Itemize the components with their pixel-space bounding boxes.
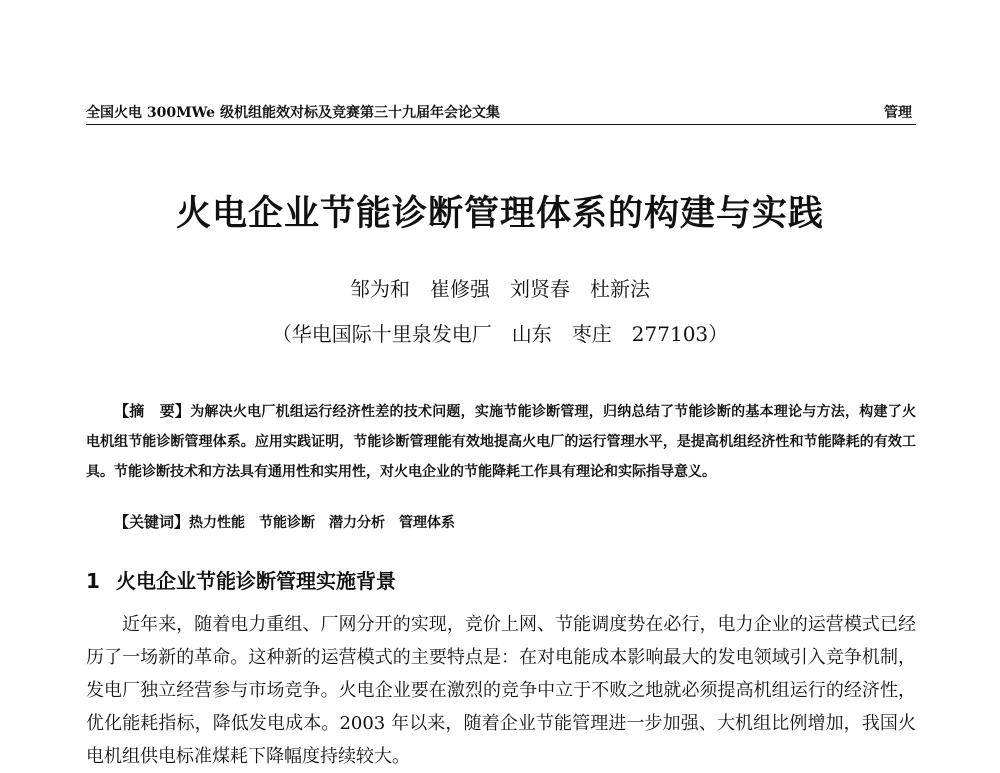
paper-affiliation: （华电国际十里泉发电厂 山东 枣庄 277103） <box>271 322 729 346</box>
keywords-label: 【关键词】 <box>114 513 190 531</box>
running-header <box>86 102 916 125</box>
abstract-text: 为解决火电厂机组运行经济性差的技术问题，实施节能诊断管理，归纳总结了节能诊断的基本理论与方法，构建了火电机组节能诊断管理体系。应用实践证明，节能诊断管理能有效地提高火电厂的运行管理水平，是提高机组经济性和节能降耗的有效工具。节能诊断技术和方法具有通用性和实用性，对火电企业的节能降耗工作具有理论和实际指导意义。 <box>86 404 916 480</box>
section-paragraph: 近年来，随着电力重组、厂网分开的实现，竞价上网、节能调度势在必行，电力企业的运营模式已经历了一场新的革命。这种新的运营模式的主要特点是：在对电能成本影响最大的发电领域引入竞争机制，发电厂独立经营参与市场竞争。火电企业要在激烈的竞争中立于不败之地就必须提高机组运行的经济性，优化能耗指标，降低发电成本。2003 年以来，随着企业节能管理进一步加强、大机组比例增加，我国火电机组供电标准煤耗下降幅度持续较大。 <box>86 614 916 767</box>
keywords-text: 热力性能 节能诊断 潜力分析 管理体系 <box>189 515 456 531</box>
section-title: 火电企业节能诊断管理实施背景 <box>116 569 396 593</box>
header-section-label: 管理 <box>884 105 912 121</box>
section-number: 1 <box>86 569 100 593</box>
paper-authors: 邹为和 崔修强 刘贤春 杜新法 <box>350 277 650 301</box>
section-heading <box>86 565 396 594</box>
paper-title: 火电企业节能诊断管理体系的构建与实践 <box>175 194 824 234</box>
header-proceedings-title: 全国火电 300MWe 级机组能效对标及竞赛第三十九届年会论文集 <box>86 105 500 121</box>
abstract-label: 【摘 要】 <box>114 402 191 420</box>
abstract <box>86 396 916 487</box>
keywords <box>86 510 916 535</box>
